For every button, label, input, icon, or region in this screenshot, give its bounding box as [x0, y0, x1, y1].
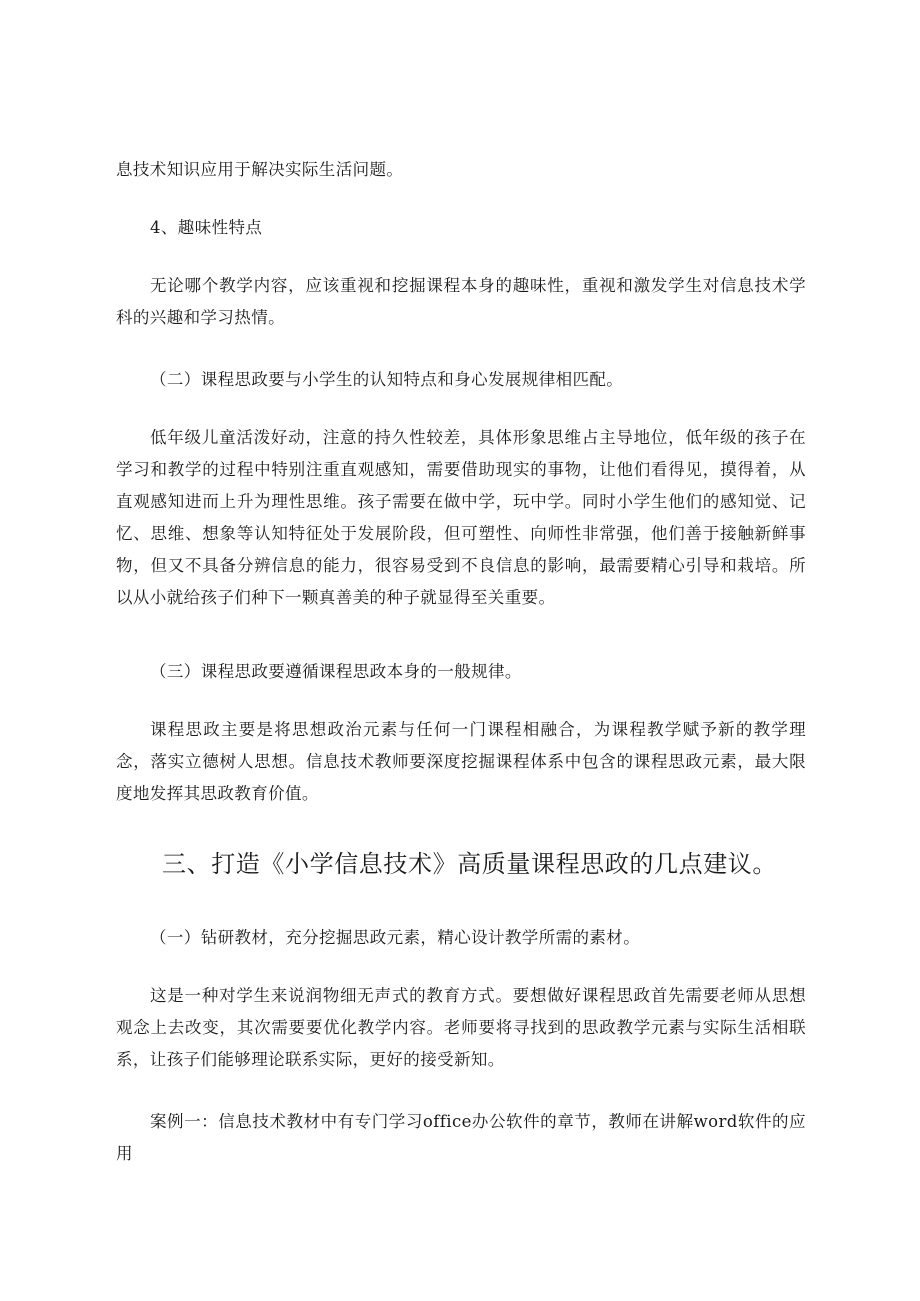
- subheading-section-3-1: （一）钻研教材，充分挖掘思政元素，精心设计教学所需的素材。: [150, 928, 641, 947]
- paragraph-interest: 无论哪个教学内容，应该重视和挖掘课程本身的趣味性，重视和激发学生对信息技术学科的兴趣和学习热情。: [116, 276, 806, 327]
- subheading-section-2: （二）课程思政要与小学生的认知特点和身心发展规律相匹配。: [150, 370, 624, 389]
- paragraph-cognitive: 低年级儿童活泼好动，注意的持久性较差，具体形象思维占主导地位，低年级的孩子在学习和教学的过程中特别注重直观感知，需要借助现实的事物，让他们看得见，摸得着，从直观感知进而上升为理性思维。孩子需要在做中学，玩中学。同时小学生他们的感知觉、记忆、思维、想象等认知特征处于发展阶段，但可塑性、向师性非常强，他们善于接触新鲜事物，但又不具备分辨信息的能力，很容易受到不良信息的影响，最需要精心引导和栽培。所以从小就给孩子们种下一颗真善美的种子就显得至关重要。: [116, 428, 806, 607]
- paragraph-continuation: 息技术知识应用于解决实际生活问题。: [116, 160, 404, 179]
- paragraph-general-rules: 课程思政主要是将思想政治元素与任何一门课程相融合，为课程教学赋予新的教学理念，落实立德树人思想。信息技术教师要深度挖掘课程体系中包含的课程思政元素，最大限度地发挥其思政教育价值。: [116, 720, 806, 803]
- subheading-interest: 4、趣味性特点: [150, 218, 263, 237]
- paragraph-teaching-method: 这是一种对学生来说润物细无声式的教育方式。要想做好课程思政首先需要老师从思想观念上去改变，其次需要要优化教学内容。老师要将寻找到的思政教学元素与实际生活相联系，让孩子们能够理论联系实际，更好的接受新知。: [116, 986, 806, 1069]
- paragraph-case-one: 案例一：信息技术教材中有专门学习office办公软件的章节，教师在讲解word软件的应用: [116, 1112, 806, 1163]
- subheading-section-3: （三）课程思政要遵循课程思政本身的一般规律。: [150, 662, 522, 681]
- section-heading-3: 三、打造《小学信息技术》高质量课程思政的几点建议。: [162, 850, 777, 878]
